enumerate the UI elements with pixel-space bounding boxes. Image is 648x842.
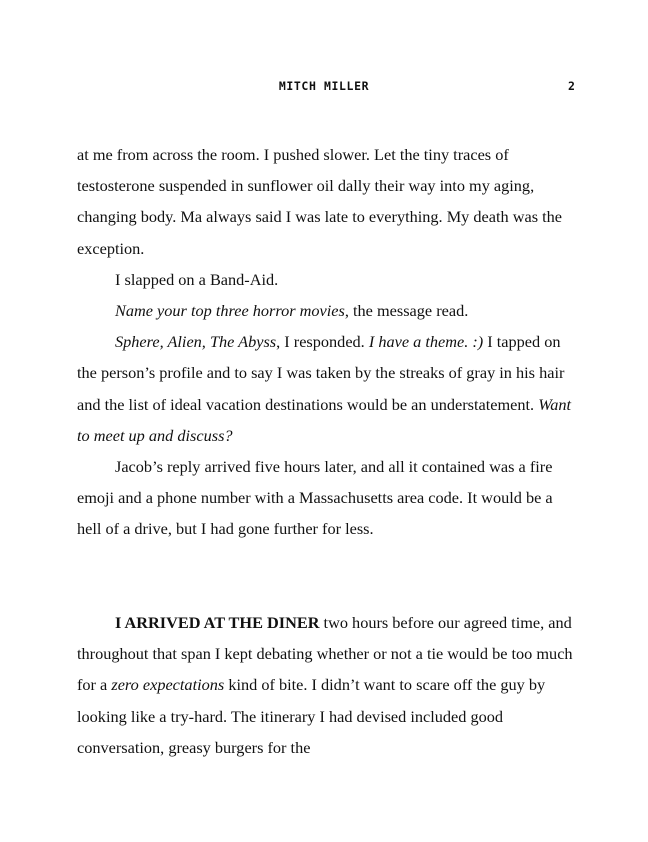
text-run-italic: Want to meet up and discuss? bbox=[77, 394, 572, 445]
text-run: , I responded. bbox=[276, 332, 369, 352]
text-run: I slapped on a Band-Aid. bbox=[115, 269, 279, 289]
text-run-italic: zero expectations bbox=[111, 675, 225, 695]
paragraph bbox=[77, 264, 577, 295]
text-run: kind of bite. I didn’t want to scare off the guy by looking like a try-hard. The itinerary I had devised included good conversation, greasy burgers for the bbox=[77, 675, 546, 757]
page-number: 2 bbox=[568, 79, 576, 93]
running-header bbox=[0, 79, 648, 95]
manuscript-body bbox=[77, 139, 577, 763]
paragraph bbox=[77, 139, 577, 264]
paragraph bbox=[77, 607, 577, 763]
section-break bbox=[77, 545, 577, 607]
text-run-italic: I have a theme. :) bbox=[368, 332, 484, 352]
paragraph bbox=[77, 295, 577, 326]
text-run-italic: Name your top three horror movies bbox=[115, 301, 345, 321]
text-run: Jacob’s reply arrived five hours later, and all it contained was a fire emoji and a phone number with a Massachusetts area code. It would be a hell of a drive, but I had gone further for less. bbox=[77, 457, 553, 539]
text-run: , the message read. bbox=[344, 301, 469, 321]
text-run: I tapped on the person’s profile and to say I was taken by the streaks of gray in his hair and the list of ideal vacation destinations would be an understatement. bbox=[77, 332, 565, 414]
paragraph bbox=[77, 326, 577, 451]
text-run-bold: I ARRIVED AT THE DINER bbox=[115, 613, 320, 633]
paragraph bbox=[77, 451, 577, 545]
text-run: two hours before our agreed time, and throughout that span I kept debating whether or not a tie would be too much for a bbox=[77, 613, 573, 695]
text-run: at me from across the room. I pushed slower. Let the tiny traces of testosterone suspended in sunflower oil dally their way into my aging, changing body. Ma always said I was late to everything. My death was the exception. bbox=[77, 145, 562, 258]
running-header-author: MITCH MILLER bbox=[278, 79, 370, 93]
text-run-italic: Sphere, Alien, The Abyss bbox=[115, 332, 277, 352]
